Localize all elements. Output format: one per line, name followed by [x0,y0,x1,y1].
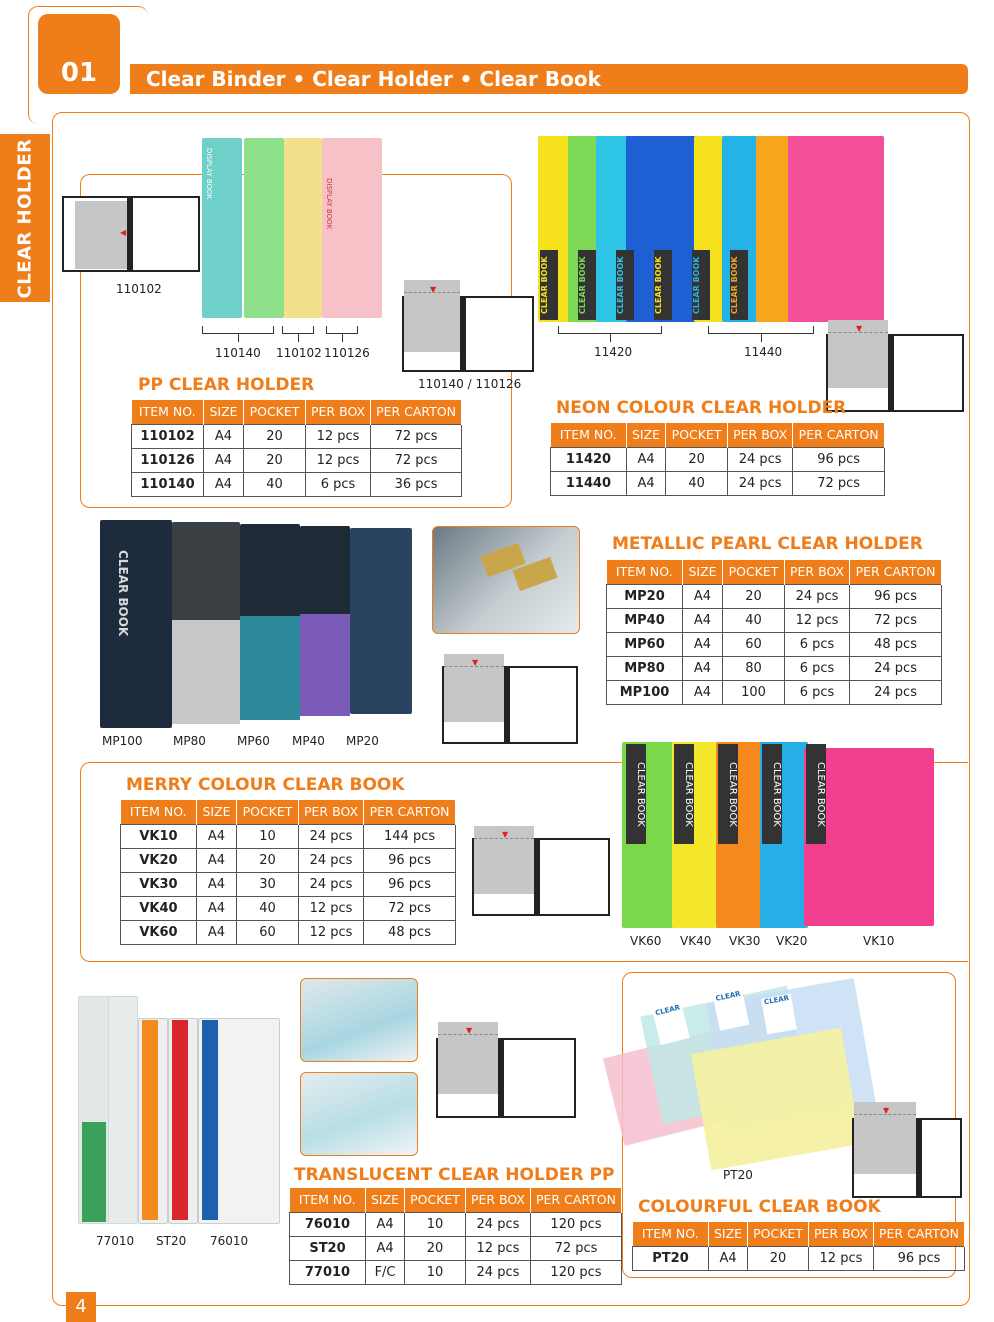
neon-diagram: ▼ [826,334,964,412]
vk-label-4: VK20 [776,934,808,948]
table-row: ST20 A4 20 12 pcs 72 pcs [290,1236,622,1260]
pt-table [632,1222,965,1271]
neon-spine-4: CLEAR BOOK [654,250,672,320]
section-number: 01 [38,14,120,94]
pp-label-5: 110140 / 110126 [418,377,522,391]
table-row: VK20 A4 20 24 pcs 96 pcs [121,848,456,872]
table-row: 110140 A4 40 6 pcs 36 pcs [132,472,462,496]
vk-spine-4: CLEAR BOOK [762,744,782,844]
mp-binder-80-lower [172,620,240,724]
mp-diagram: ▼ [442,666,578,744]
mp-binder-20 [350,528,412,714]
pp-diagram-110140: ▼ [402,296,534,372]
vk-label-3: VK30 [729,934,761,948]
tr-strip-green [82,1122,106,1222]
table-row: 76010 A4 10 24 pcs 120 pcs [290,1212,622,1236]
pp-table [131,400,462,497]
table-row: MP100 A4 100 6 pcs 24 pcs [607,680,942,704]
pp-diagram-110102: ◀ [62,196,200,272]
table-row: VK10 A4 10 24 pcs 144 pcs [121,824,456,848]
page-number: 4 [66,1292,96,1322]
table-row: 110102 A4 20 12 pcs 72 pcs [132,424,462,448]
table-row: 11440 A4 40 24 pcs 72 pcs [551,471,885,495]
neon-bracket-1 [558,326,662,334]
table-row: MP80 A4 80 6 pcs 24 pcs [607,656,942,680]
vk-spine-2: CLEAR BOOK [674,744,694,844]
merry-diagram: ▼ [472,838,610,916]
neon-bracket-2 [708,326,814,334]
pt-label-card-3: CLEAR [761,994,797,1035]
mp-binder-60-lower [240,616,300,720]
neon-spine-labels [540,250,810,320]
pt-label: PT20 [723,1168,753,1182]
vk-label-5: VK10 [863,934,895,948]
vk-label-1: VK60 [630,934,662,948]
merry-table-header: ITEM NO. SIZE POCKET PER BOX PER CARTON [121,800,456,824]
pp-label-3: 110102 [276,346,322,360]
pt-label-card-1: CLEAR [652,1003,690,1045]
table-row: MP60 A4 60 6 pcs 48 pcs [607,632,942,656]
tr-strip-blue [202,1020,218,1220]
pp-cover-text-2: DISPLAY BOOK [325,178,333,230]
mp-binder-40-lower [300,614,350,716]
vk-spine-5: CLEAR BOOK [806,744,826,844]
tr-binder-back [108,996,138,1224]
pp-binder-110102 [284,138,322,318]
tr-diagram: ▼ [436,1038,576,1118]
neon-label-2: 11440 [744,345,783,359]
table-row: 11420 A4 20 24 pcs 96 pcs [551,447,885,471]
mp-table-header: ITEM NO. SIZE POCKET PER BOX PER CARTON [607,560,942,584]
page-title: Clear Binder • Clear Holder • Clear Book [130,64,968,94]
neon-table [550,423,885,496]
neon-title: NEON COLOUR CLEAR HOLDER [556,398,847,418]
table-row: VK30 A4 30 24 pcs 96 pcs [121,872,456,896]
tr-strip-orange [142,1020,158,1220]
mp-label-1: MP100 [102,734,143,748]
pp-bracket-1 [202,326,274,334]
pp-table-header: ITEM NO. SIZE POCKET PER BOX PER CARTON [132,400,462,424]
pt-label-card-2: CLEAR [713,989,750,1030]
neon-spine-2: CLEAR BOOK [578,250,596,320]
neon-spine-6: CLEAR BOOK [730,250,748,320]
table-row: MP40 A4 40 12 pcs 72 pcs [607,608,942,632]
neon-table-header: ITEM NO. SIZE POCKET PER BOX PER CARTON [551,423,885,447]
tr-label-3: 76010 [210,1234,249,1248]
mp-label-2: MP80 [173,734,206,748]
tr-table-header: ITEM NO. SIZE POCKET PER BOX PER CARTON [290,1188,622,1212]
pp-title: PP CLEAR HOLDER [138,375,315,395]
pt-diagram: ▼ [852,1118,962,1198]
neon-spine-3: CLEAR BOOK [616,250,634,320]
tr-detail-photo-1 [300,978,418,1062]
pp-label-1: 110102 [116,282,162,296]
vk-label-2: VK40 [680,934,712,948]
pt-table-header: ITEM NO. SIZE POCKET PER BOX PER CARTON [633,1222,965,1246]
pp-label-4: 110126 [324,346,370,360]
table-row: VK40 A4 40 12 pcs 72 pcs [121,896,456,920]
mp-table [606,560,942,705]
tr-label-1: 77010 [96,1234,135,1248]
pp-binder-110140-b [244,138,284,318]
neon-label-1: 11420 [594,345,633,359]
mp-label-3: MP60 [237,734,270,748]
tr-table [289,1188,622,1285]
table-row: PT20 A4 20 12 pcs 96 pcs [633,1246,965,1270]
pp-cover-text: DISPLAY BOOK [205,148,213,200]
merry-title: MERRY COLOUR CLEAR BOOK [126,775,405,795]
pp-label-2: 110140 [215,346,261,360]
table-row: 110126 A4 20 12 pcs 72 pcs [132,448,462,472]
vk-spine-1: CLEAR BOOK [626,744,646,844]
tr-label-2: ST20 [156,1234,187,1248]
neon-spine-5: CLEAR BOOK [692,250,710,320]
table-row: MP20 A4 20 24 pcs 96 pcs [607,584,942,608]
mp-binder-100 [100,520,172,728]
pp-bracket-2 [282,326,314,334]
table-row: VK60 A4 60 12 pcs 48 pcs [121,920,456,944]
mp-label-4: MP40 [292,734,325,748]
side-tab-label: CLEAR HOLDER [14,138,36,298]
pp-bracket-3 [326,326,358,334]
mp-label-5: MP20 [346,734,379,748]
tr-title: TRANSLUCENT CLEAR HOLDER PP [294,1165,615,1185]
side-tab [0,134,50,302]
mp-title: METALLIC PEARL CLEAR HOLDER [612,534,923,554]
tr-strip-red [172,1020,188,1220]
tr-detail-photo-2 [300,1072,418,1156]
neon-spine-1: CLEAR BOOK [540,250,558,320]
merry-table [120,800,456,945]
pt-title: COLOURFUL CLEAR BOOK [638,1197,881,1217]
mp-detail-photo [432,526,580,634]
vk-spine-3: CLEAR BOOK [718,744,738,844]
table-row: 77010 F/C 10 24 pcs 120 pcs [290,1260,622,1284]
mp-cover-text: CLEAR BOOK [116,550,130,637]
